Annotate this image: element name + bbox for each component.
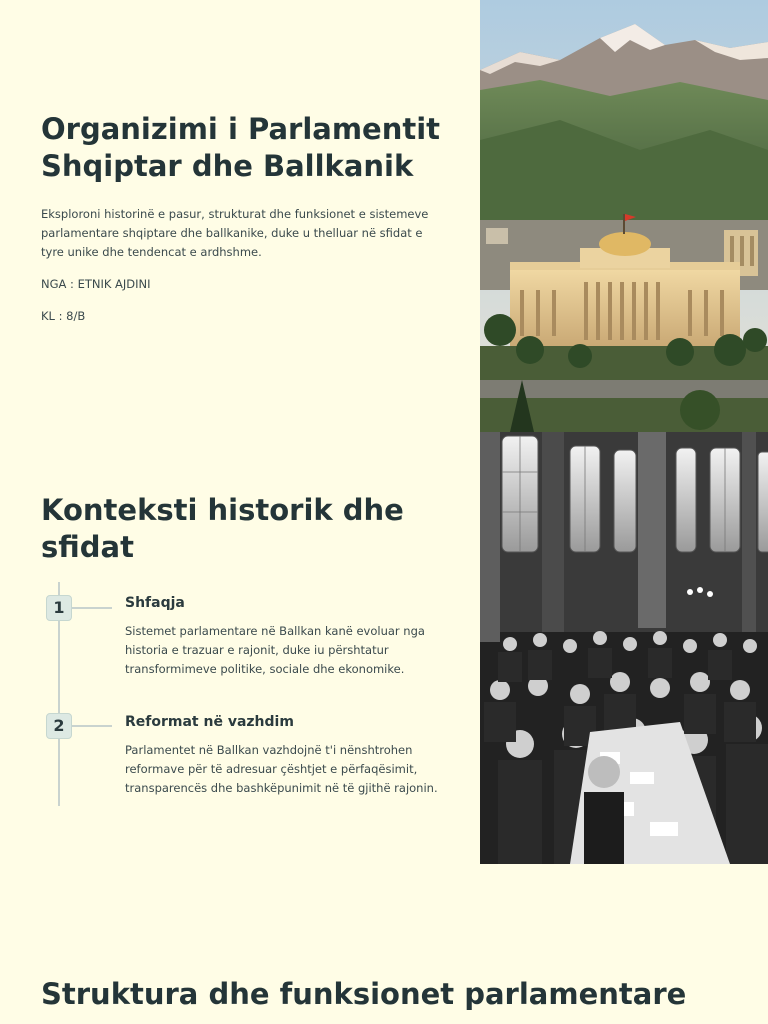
timeline-connector xyxy=(72,725,112,727)
timeline-step-number: 1 xyxy=(46,595,72,621)
slide-title: Organizimi i Parlamentit Shqiptar dhe Ballkanik xyxy=(41,112,441,183)
historic-parliament-session-image xyxy=(480,432,768,864)
timeline-step-text: Parlamentet në Ballkan vazhdojnë t'i nënshtrohen reformave për të adresuar çështjet e përfaqësimit, transparencës dhe bashkëpunimit në të gjithë rajonin. xyxy=(125,743,438,795)
timeline-step-title: Shfaqja xyxy=(125,595,185,611)
timeline-step-number: 2 xyxy=(46,713,72,739)
slide-historical-context xyxy=(0,432,768,864)
author-label: NGA : ETNIK AJDINI xyxy=(41,277,151,291)
class-label: KL : 8/B xyxy=(41,309,86,323)
timeline-step-title: Reformat në vazhdim xyxy=(125,714,294,730)
section-title: Konteksti historik dhe sfidat xyxy=(41,493,404,564)
timeline-connector xyxy=(72,607,112,609)
slide-intro xyxy=(0,0,768,432)
parliament-building-image xyxy=(480,0,768,432)
section-title-structure: Struktura dhe funksionet parlamentare xyxy=(41,977,687,1011)
slide-description: Eksploroni historinë e pasur, strukturat dhe funksionet e sistemeve parlamentare shqiptare dhe ballkanike, duke u thelluar në sfidat e tyre unike dhe tendencat e ardhshme. xyxy=(41,207,429,259)
timeline-step-text: Sistemet parlamentare në Ballkan kanë evoluar nga historia e trazuar e rajonit, duke iu përshtatur transformimeve politike, sociale dhe ekonomike. xyxy=(125,624,425,676)
